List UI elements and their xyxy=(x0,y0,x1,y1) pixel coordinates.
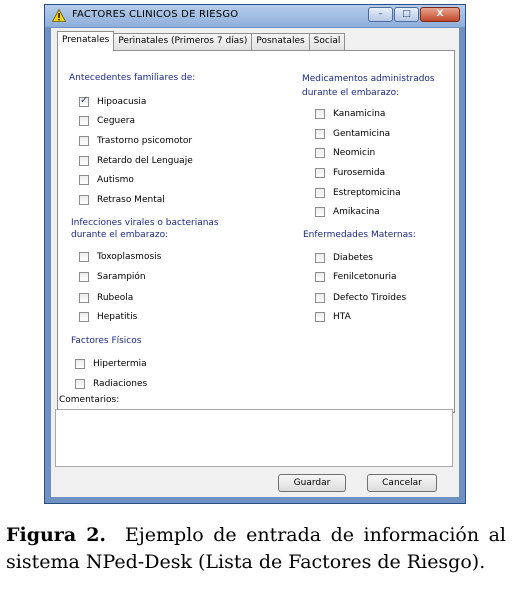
tab-prenatales[interactable]: Prenatales xyxy=(57,31,114,51)
checkbox-label: Defecto Tiroides xyxy=(333,292,407,303)
close-button[interactable]: X xyxy=(420,7,460,22)
checkbox-label: Retraso Mental xyxy=(97,194,165,205)
checkbox-estreptomicina[interactable] xyxy=(315,188,325,198)
checkbox-hta[interactable] xyxy=(315,312,325,322)
checkbox-row-toxoplasmosis[interactable] xyxy=(79,250,161,263)
checkbox-row-amikacina[interactable] xyxy=(315,205,380,218)
checkbox-hipertermia[interactable] xyxy=(75,359,85,369)
tab-social[interactable]: Social xyxy=(309,33,346,50)
checkbox-row-neomicin[interactable] xyxy=(315,146,375,159)
cancel-button[interactable]: Cancelar xyxy=(367,474,437,492)
checkbox-label: Rubeola xyxy=(97,292,134,303)
tab-posnatales[interactable]: Posnatales xyxy=(251,33,309,50)
checkbox-row-hta[interactable] xyxy=(315,310,351,323)
tab-panel-prenatales xyxy=(57,50,455,413)
checkbox-row-hepatitis[interactable] xyxy=(79,310,137,323)
checkbox-label: Hipertermia xyxy=(93,358,147,369)
save-button[interactable]: Guardar xyxy=(278,474,346,492)
checkbox-label: Fenilcetonuria xyxy=(333,271,397,282)
section-title-antecedentes: Antecedentes familiares de: xyxy=(69,73,196,83)
section-title-line: durante el embarazo: xyxy=(71,230,169,240)
checkbox-label: Kanamicina xyxy=(333,108,386,119)
checkbox-diabetes[interactable] xyxy=(315,253,325,263)
checkbox-label: Diabetes xyxy=(333,252,373,263)
minimize-button[interactable]: – xyxy=(368,7,393,22)
figure-caption xyxy=(6,522,506,576)
checkbox-toxoplasmosis[interactable] xyxy=(79,252,89,262)
checkbox-row-defecto-tiroides[interactable] xyxy=(315,291,406,304)
checkbox-radiaciones[interactable] xyxy=(75,379,85,389)
tab-perinatales[interactable]: Perinatales (Primeros 7 días) xyxy=(113,33,252,50)
checkbox-label: Hepatitis xyxy=(97,311,138,322)
checkbox-row-retardo-lenguaje[interactable] xyxy=(79,154,193,167)
risk-factors-window xyxy=(44,4,466,504)
checkbox-row-hipertermia[interactable] xyxy=(75,357,147,370)
checkbox-label: Radiaciones xyxy=(93,378,148,389)
checkbox-kanamicina[interactable] xyxy=(315,109,325,119)
checkbox-label: Trastorno psicomotor xyxy=(97,135,193,146)
checkbox-ceguera[interactable] xyxy=(79,116,89,126)
window-client-area xyxy=(51,28,459,497)
checkbox-sarampion[interactable] xyxy=(79,272,89,282)
checkbox-row-estreptomicina[interactable] xyxy=(315,186,401,199)
checkbox-label: Hipoacusia xyxy=(97,96,147,107)
checkbox-row-autismo[interactable] xyxy=(79,173,134,186)
checkbox-row-kanamicina[interactable] xyxy=(315,107,385,120)
checkbox-furosemida[interactable] xyxy=(315,168,325,178)
checkbox-row-trastorno-psicomotor[interactable] xyxy=(79,134,192,147)
checkbox-label: Autismo xyxy=(97,174,134,185)
tab-strip xyxy=(57,33,344,51)
checkbox-row-retraso-mental[interactable] xyxy=(79,193,165,206)
checkbox-label: HTA xyxy=(333,311,351,322)
checkbox-row-ceguera[interactable] xyxy=(79,114,135,127)
caption-text: Ejemplo de entrada de información al sistema NPed-Desk (Lista de Factores de Riesgo). xyxy=(6,524,506,573)
checkbox-label: Ceguera xyxy=(97,115,135,126)
checkbox-fenilcetonuria[interactable] xyxy=(315,272,325,282)
checkbox-row-gentamicina[interactable] xyxy=(315,127,390,140)
checkbox-row-hipoacusia[interactable] xyxy=(79,95,146,108)
checkbox-label: Furosemida xyxy=(333,167,386,178)
caption-prefix: Figura 2. xyxy=(6,524,107,546)
checkbox-row-fenilcetonuria[interactable] xyxy=(315,270,397,283)
comments-textarea[interactable] xyxy=(55,409,453,467)
maximize-button[interactable]: □ xyxy=(394,7,419,22)
section-title-line: Infecciones virales o bacterianas xyxy=(71,218,219,228)
checkbox-row-radiaciones[interactable] xyxy=(75,377,147,390)
comments-label: Comentarios: xyxy=(59,395,120,405)
checkbox-label: Estreptomicina xyxy=(333,187,401,198)
section-title-infecciones xyxy=(71,217,219,241)
title-bar[interactable] xyxy=(45,5,465,27)
section-title-enfermedades: Enfermedades Maternas: xyxy=(303,230,416,240)
checkbox-label: Sarampión xyxy=(97,271,146,282)
checkbox-gentamicina[interactable] xyxy=(315,129,325,139)
section-title-line: durante el embarazo: xyxy=(302,88,400,98)
section-title-medicamentos xyxy=(302,73,435,99)
section-title-fisicos: Factores Físicos xyxy=(71,336,142,346)
checkbox-defecto-tiroides[interactable] xyxy=(315,293,325,303)
checkbox-retraso-mental[interactable] xyxy=(79,195,89,205)
checkbox-label: Toxoplasmosis xyxy=(97,251,162,262)
checkbox-label: Neomicin xyxy=(333,147,376,158)
checkbox-trastorno-psicomotor[interactable] xyxy=(79,136,89,146)
checkbox-row-rubeola[interactable] xyxy=(79,291,133,304)
checkbox-label: Gentamicina xyxy=(333,128,391,139)
section-title-line: Medicamentos administrados xyxy=(302,74,435,84)
checkbox-row-diabetes[interactable] xyxy=(315,251,373,264)
checkbox-autismo[interactable] xyxy=(79,175,89,185)
checkbox-hepatitis[interactable] xyxy=(79,312,89,322)
checkbox-hipoacusia[interactable] xyxy=(79,97,89,107)
checkbox-neomicin[interactable] xyxy=(315,148,325,158)
checkbox-row-sarampion[interactable] xyxy=(79,270,146,283)
checkbox-amikacina[interactable] xyxy=(315,207,325,217)
warning-icon xyxy=(52,9,66,22)
window-title: FACTORES CLINICOS DE RIESGO xyxy=(72,9,239,20)
checkbox-label: Amikacina xyxy=(333,206,380,217)
checkbox-rubeola[interactable] xyxy=(79,293,89,303)
checkbox-row-furosemida[interactable] xyxy=(315,166,385,179)
checkbox-retardo-lenguaje[interactable] xyxy=(79,156,89,166)
checkbox-label: Retardo del Lenguaje xyxy=(97,155,193,166)
